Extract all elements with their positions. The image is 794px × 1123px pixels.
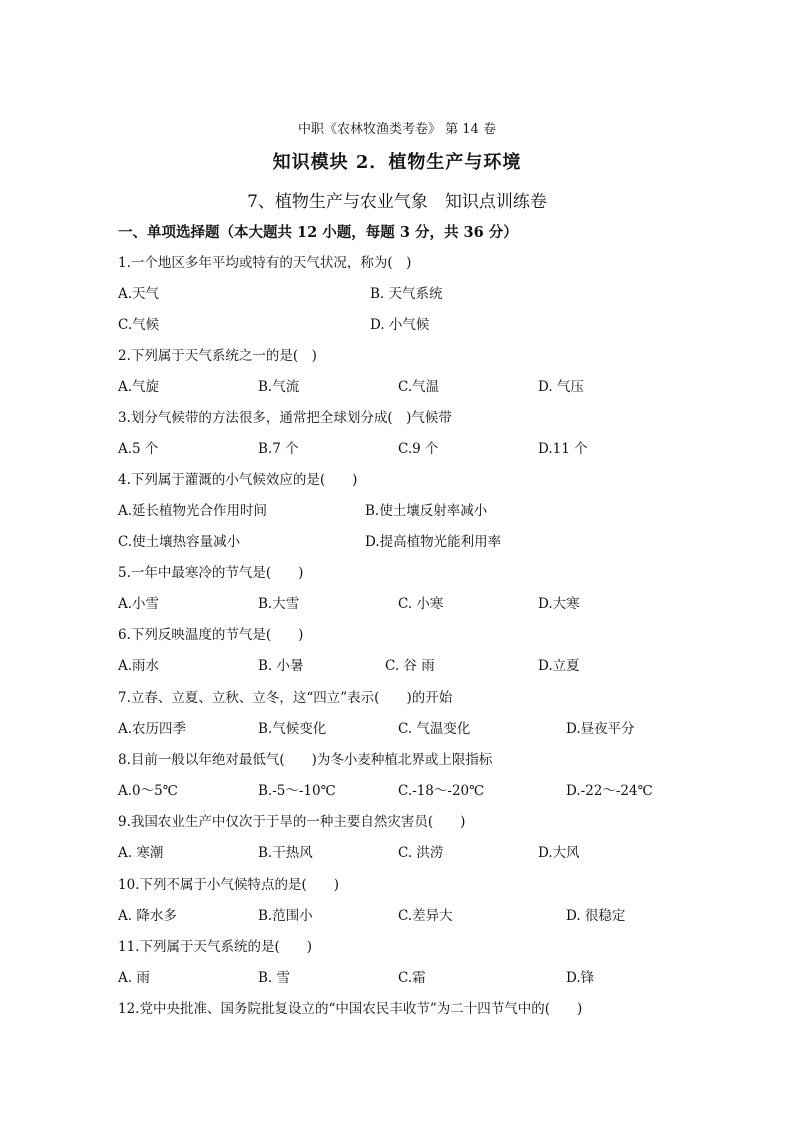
answer-option: B.大雪 xyxy=(258,596,300,612)
answer-option: D.大寒 xyxy=(538,596,580,612)
answer-option: B. 天气系统 xyxy=(370,286,443,302)
answer-option: B.气候变化 xyxy=(258,721,327,737)
answer-option: A. 寒潮 xyxy=(118,845,164,861)
answer-option: D.立夏 xyxy=(538,658,580,674)
question-stem: 8.目前一般以年绝对最低气( )为冬小麦种植北界或上限指标 xyxy=(118,752,493,768)
answer-option: D.昼夜平分 xyxy=(566,721,635,737)
answer-option: C. 气温变化 xyxy=(398,721,471,737)
answer-option: D.提高植物光能利用率 xyxy=(365,534,502,550)
answer-option: C.使土壤热容量减小 xyxy=(118,534,241,550)
question-stem: 11.下列属于天气系统的是( ) xyxy=(118,939,313,955)
answer-option: B. 小暑 xyxy=(258,658,304,674)
section-heading: 一、单项选择题（本大题共 12 小题，每题 3 分，共 36 分） xyxy=(118,224,518,241)
question-stem: 7.立春、立夏、立秋、立冬，这“四立”表示( )的开始 xyxy=(118,690,453,706)
question-stem: 10.下列不属于小气候特点的是( ) xyxy=(118,877,340,893)
exam-header: 中职《农林牧渔类考卷》 第 14 卷 xyxy=(298,122,496,137)
answer-option: C. 洪涝 xyxy=(398,845,444,861)
answer-option: D. 气压 xyxy=(538,379,584,395)
answer-option: A. 雨 xyxy=(118,970,150,986)
answer-option: A.雨水 xyxy=(118,658,160,674)
answer-option: C. 小寒 xyxy=(398,596,444,612)
question-stem: 1.一个地区多年平均或特有的天气状况，称为( ) xyxy=(118,255,412,271)
answer-option: C.差异大 xyxy=(398,908,453,924)
answer-option: C.霜 xyxy=(398,970,426,986)
answer-option: C.-18～-20℃ xyxy=(398,783,485,799)
answer-option: D.11 个 xyxy=(538,441,588,457)
answer-option: A.天气 xyxy=(118,286,160,302)
answer-option: B.使土壤反射率减小 xyxy=(365,503,488,519)
answer-option: D. 小气候 xyxy=(370,317,430,333)
question-stem: 6.下列反映温度的节气是( ) xyxy=(118,627,304,643)
answer-option: B.气流 xyxy=(258,379,300,395)
paper-subtitle: 7、植物生产与农业气象 知识点训练卷 xyxy=(247,192,547,212)
answer-option: B.干热风 xyxy=(258,845,313,861)
answer-option: C.9 个 xyxy=(398,441,439,457)
answer-option: A.5 个 xyxy=(118,441,159,457)
answer-option: A. 降水多 xyxy=(118,908,177,924)
answer-option: C.气温 xyxy=(398,379,440,395)
question-stem: 5.一年中最寒冷的节气是( ) xyxy=(118,565,304,581)
answer-option: A.小雪 xyxy=(118,596,160,612)
question-stem: 4.下列属于灌溉的小气候效应的是( ) xyxy=(118,472,358,488)
answer-option: B.-5～-10℃ xyxy=(258,783,336,799)
module-title: 知识模块 2．植物生产与环境 xyxy=(272,152,522,173)
question-stem: 9.我国农业生产中仅次于于旱的一种主要自然灾害员( ) xyxy=(118,814,466,830)
answer-option: D.-22～-24℃ xyxy=(566,783,653,799)
answer-option: A.农历四季 xyxy=(118,721,187,737)
answer-option: B. 雪 xyxy=(258,970,291,986)
answer-option: B.范围小 xyxy=(258,908,313,924)
question-stem: 12.党中央批准、国务院批复设立的“中国农民丰收节”为二十四节气中的( ) xyxy=(118,1001,583,1017)
question-stem: 3.划分气候带的方法很多，通常把全球划分成( )气候带 xyxy=(118,410,452,426)
answer-option: D. 很稳定 xyxy=(566,908,626,924)
answer-option: B.7 个 xyxy=(258,441,299,457)
question-stem: 2.下列属于天气系统之一的是( ) xyxy=(118,348,317,364)
answer-option: D.大风 xyxy=(538,845,580,861)
answer-option: A.延长植物光合作用时间 xyxy=(118,503,268,519)
answer-option: A.气旋 xyxy=(118,379,160,395)
answer-option: A.0～5℃ xyxy=(118,783,178,799)
answer-option: D.锋 xyxy=(566,970,595,986)
answer-option: C. 谷 雨 xyxy=(385,658,435,674)
answer-option: C.气候 xyxy=(118,317,160,333)
